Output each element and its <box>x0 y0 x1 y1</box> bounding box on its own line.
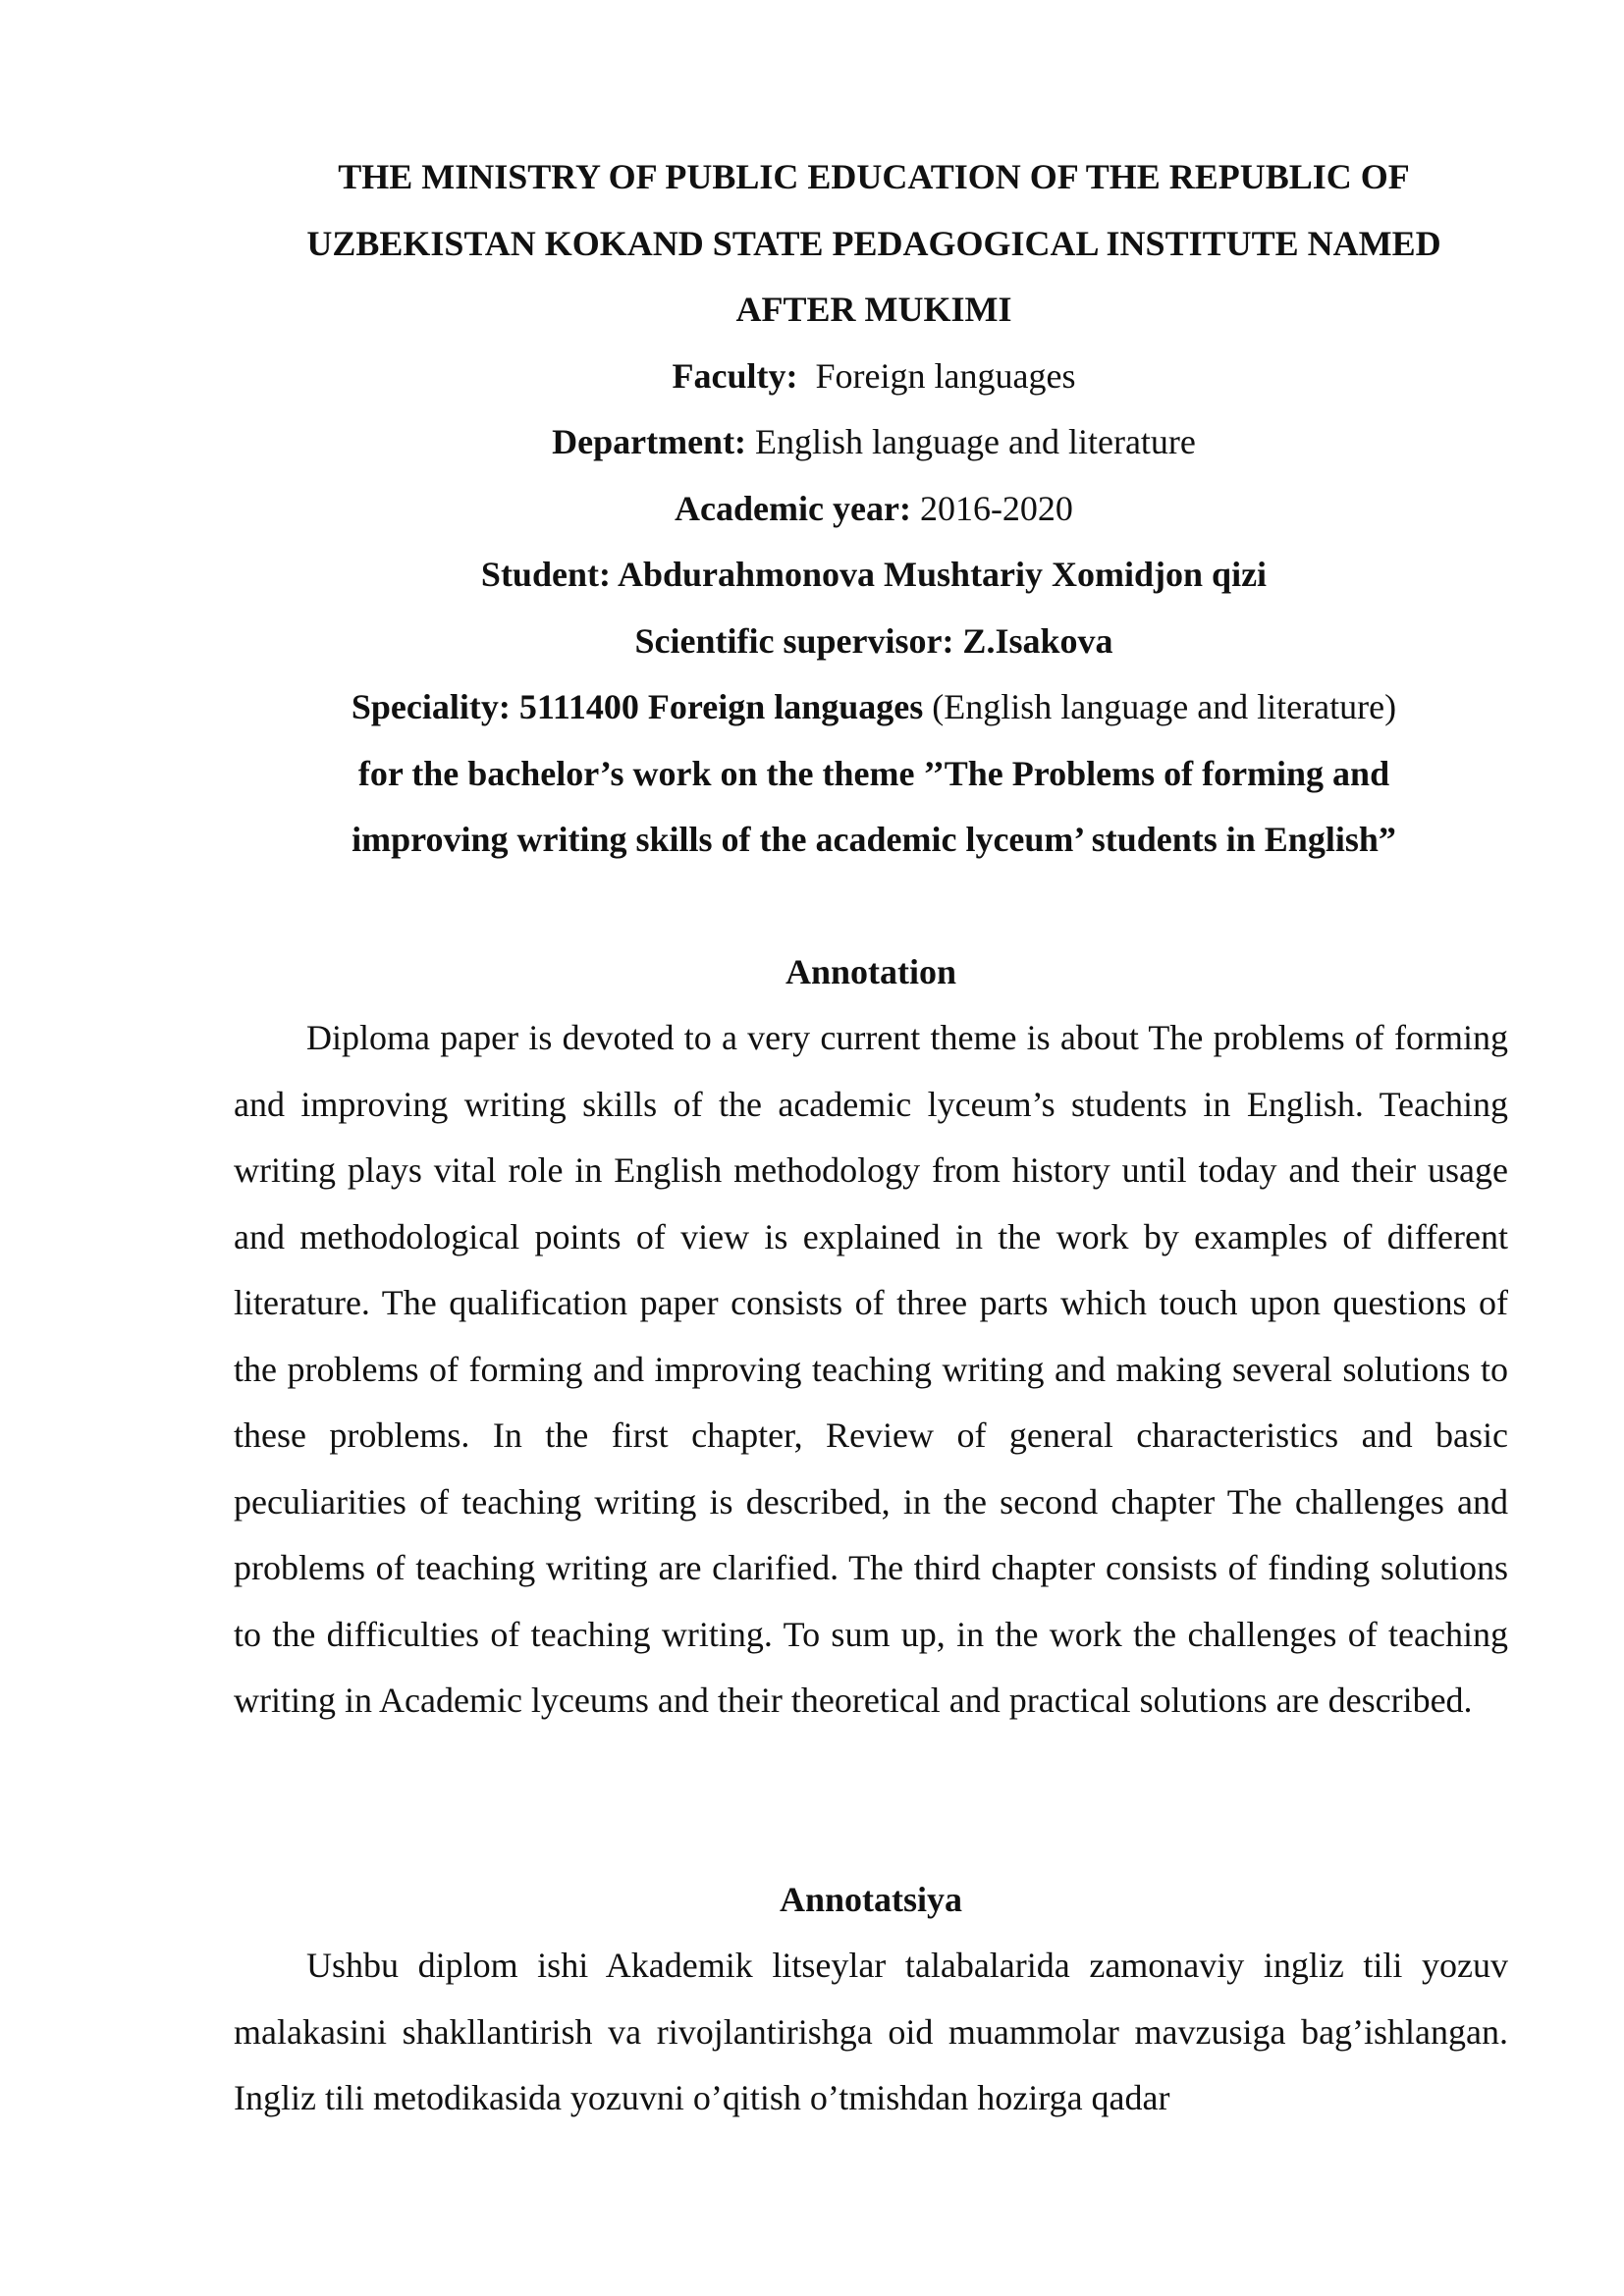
student-line: Student: Abdurahmonova Mushtariy Xomidjon qizi <box>480 555 1268 594</box>
annotatsiya-heading: Annotatsiya <box>779 1880 963 1919</box>
academic-year-label: Academic year: <box>675 488 911 528</box>
faculty-label: Faculty: <box>672 355 798 396</box>
ministry-title-line-1: THE MINISTRY OF PUBLIC EDUCATION OF THE REPUBLIC OF <box>338 157 1410 196</box>
speciality-label: Speciality: 5111400 Foreign languages <box>351 687 924 726</box>
department-line <box>196 409 1551 476</box>
academic-year-line <box>196 476 1551 543</box>
ministry-title-line-2: UZBEKISTAN KOKAND STATE PEDAGOGICAL INSTITUTE NAMED <box>306 223 1441 263</box>
annotation-heading: Annotation <box>785 952 957 991</box>
department-value: English language and literature <box>755 422 1196 461</box>
speciality-line <box>196 674 1551 741</box>
annotatsiya-paragraph: Ushbu diplom ishi Akademik litseylar talabalarida zamonaviy ingliz tili yozuv malakasini shakllantirish va rivojlantirishga oid muammolar mavzusiga bag’ishlangan. Ingliz tili metodikasida yozuvni o’qitish o’tmishdan hozirga qadar <box>234 1946 1508 2117</box>
speciality-value: (English language and literature) <box>932 687 1397 726</box>
supervisor-line: Scientific supervisor: Z.Isakova <box>634 620 1113 661</box>
department-label: Department: <box>552 422 747 461</box>
ministry-title-line-3: AFTER MUKIMI <box>735 290 1012 329</box>
faculty-value: Foreign languages <box>815 355 1076 396</box>
academic-year-value: 2016-2020 <box>919 488 1073 528</box>
annotation-paragraph: Diploma paper is devoted to a very current theme is about The problems of forming and improving writing skills of the academic lyceum’s students in English. Teaching writing plays vital role in English methodology from history until today and their usage and methodological points of view is explained in the work by examples of different literature. The qualification paper consists of three parts which touch upon questions of the problems of forming and improving teaching writing and making several solutions to these problems. In the first chapter, Review of general characteristics and basic peculiarities of teaching writing is described, in the second chapter The challenges and problems of teaching writing are clarified. The third chapter consists of finding solutions to the difficulties of teaching writing. To sum up, in the work the challenges of teaching writing in Academic lyceums and their theoretical and practical solutions are described. <box>234 1018 1508 1720</box>
faculty-line <box>196 344 1551 410</box>
theme-line-1: for the bachelor’s work on the theme ’’The Problems of forming and <box>357 753 1390 793</box>
theme-line-2: improving writing skills of the academic lyceum’ students in English” <box>352 820 1396 859</box>
title-block <box>196 144 1551 874</box>
